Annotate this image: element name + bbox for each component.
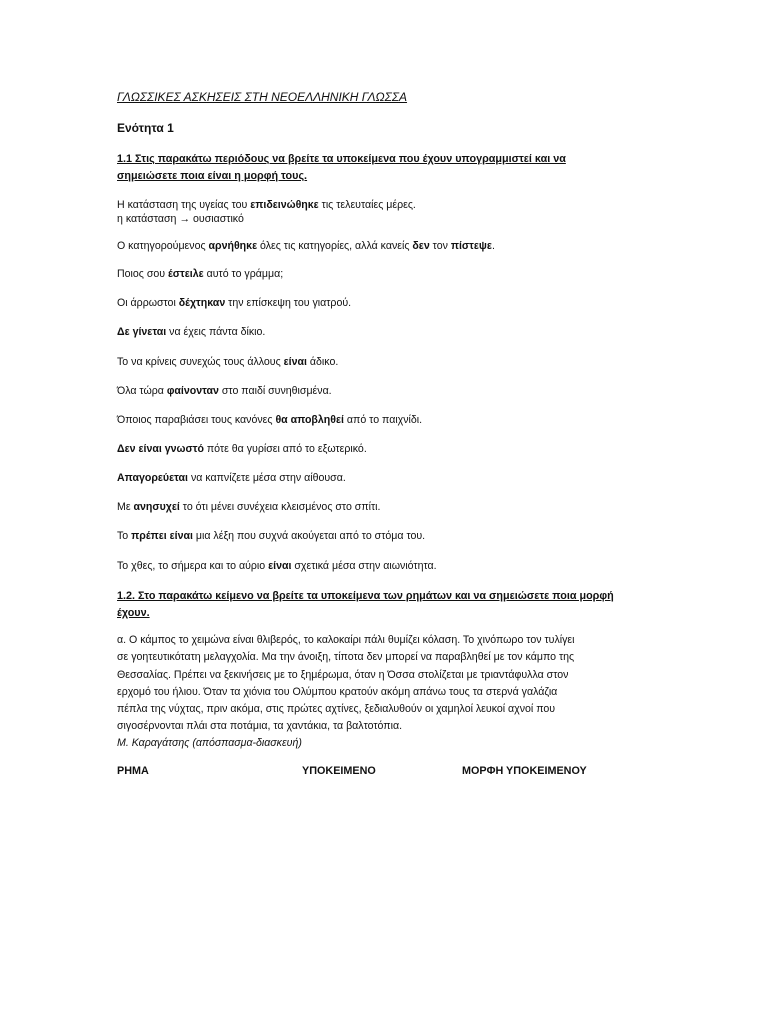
exercise-2-paragraph xyxy=(117,632,657,736)
exercise-1-heading-line-2: σημειώσετε ποια είναι η μορφή τους. xyxy=(117,170,308,182)
sentence-12: Το πρέπει είναι μια λέξη που συχνά ακούγεται από το στόμα του. xyxy=(117,530,426,542)
sentence-3: Ποιος σου έστειλε αυτό το γράμμα; xyxy=(117,268,284,280)
sentence-2: Ο κατηγορούμενος αρνήθηκε όλες τις κατηγορίες, αλλά κανείς δεν τον πίστεψε. xyxy=(117,240,495,252)
paragraph-line: πέπλα της νύχτας, πριν ακόμα, στις πρώτες αχτίνες, ξεδιαλυθούν οι χαμηλοί λευκοί αχνοί που xyxy=(117,703,556,716)
paragraph-line: Θεσσαλίας. Πρέπει να ξεκινήσεις με το ξημέρωμα, όταν η Όσσα στολίζεται με τριαντάφυλλα στον xyxy=(117,668,569,681)
sentence-5: Δε γίνεται να έχεις πάντα δίκιο. xyxy=(117,326,266,338)
column-header-subject-form: ΜΟΡΦΗ ΥΠΟΚΕΙΜΕΝΟΥ xyxy=(462,765,587,777)
sentence-13: Το χθες, το σήμερα και το αύριο είναι σχετικά μέσα στην αιωνιότητα. xyxy=(117,560,437,572)
sentence-6: Το να κρίνεις συνεχώς τους άλλους είναι άδικο. xyxy=(117,356,339,368)
paragraph-line: α. Ο κάμπος το χειμώνα είναι θλιβερός, το καλοκαίρι πάλι θυμίζει κόλαση. Το χινόπωρο τον τυλίγει xyxy=(117,634,575,646)
exercise-1-heading-line-1: 1.1 Στις παρακάτω περιόδους να βρείτε τα υποκείμενα που έχουν υπογραμμιστεί και να xyxy=(117,153,566,165)
paragraph-line: σιγοσέρνονται πλάι στα ποτάμια, τα χαντάκια, τα βαλτοτόπια. xyxy=(117,720,403,733)
paragraph-line: σε γοητευτικότατη μελαγχολία. Μα την άνοιξη, τίποτα δεν μπορεί να παραβληθεί με τον κάμπο της xyxy=(117,651,575,664)
column-header-verb: ΡΗΜΑ xyxy=(117,765,149,777)
sentence-4: Οι άρρωστοι δέχτηκαν την επίσκεψη του γιατρού. xyxy=(117,297,352,309)
sentence-1-answer: η κατάσταση → ουσιαστικό xyxy=(117,213,244,225)
sentence-10: Απαγορεύεται να καπνίζετε μέσα στην αίθουσα. xyxy=(117,472,346,484)
unit-heading: Ενότητα 1 xyxy=(117,121,174,135)
exercise-2-heading-line-1: 1.2. Στο παρακάτω κείμενο να βρείτε τα υποκείμενα των ρημάτων και να σημειώσετε ποια μορφή xyxy=(117,590,614,602)
sentence-7: Όλα τώρα φαίνονταν στο παιδί συνηθισμένα. xyxy=(117,385,332,397)
sentence-9: Δεν είναι γνωστό πότε θα γυρίσει από το εξωτερικό. xyxy=(117,443,367,455)
sentence-11: Με ανησυχεί το ότι μένει συνέχεια κλεισμένος στο σπίτι. xyxy=(117,501,381,513)
paragraph-line: ερχομό του ήλιου. Όταν τα χιόνια του Ολύμπου κρατούν ακόμη απάνω τους τα στερνά γαλάζια xyxy=(117,685,558,698)
right-arrow-icon: → xyxy=(179,213,191,225)
author-citation: Μ. Καραγάτσης (απόσπασμα-διασκευή) xyxy=(117,737,302,749)
sentence-1: Η κατάσταση της υγείας του επιδεινώθηκε τις τελευταίες μέρες. xyxy=(117,199,416,211)
sentence-8: Όποιος παραβιάσει τους κανόνες θα αποβληθεί από το παιχνίδι. xyxy=(117,414,423,426)
document-title: ΓΛΩΣΣΙΚΕΣ ΑΣΚΗΣΕΙΣ ΣΤΗ ΝΕΟΕΛΛΗΝΙΚΗ ΓΛΩΣΣΑ xyxy=(117,90,408,104)
exercise-2-heading-line-2: έχουν. xyxy=(117,607,150,619)
column-header-subject: ΥΠΟΚΕΙΜΕΝΟ xyxy=(302,765,376,777)
